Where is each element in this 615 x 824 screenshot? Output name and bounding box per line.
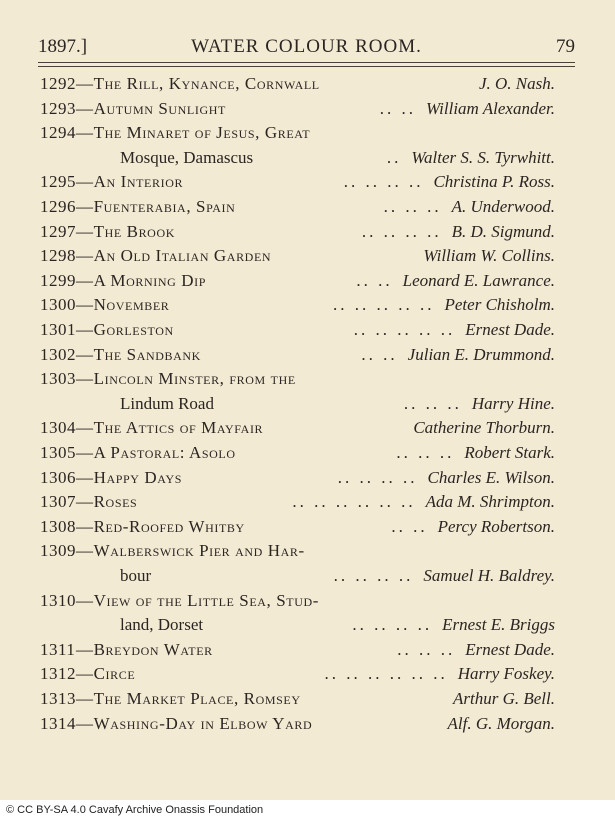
entry-continuation-line (0, 146, 615, 170)
entry-line (0, 441, 615, 465)
entry-dash: — (76, 467, 94, 487)
entry-line (0, 293, 615, 317)
entry-title-text: Walberswick Pier and Har- (93, 541, 305, 561)
entry-number: 1297 (40, 221, 76, 241)
entry-continuation-line (0, 392, 615, 416)
entry-title-text: The Brook (93, 221, 175, 241)
entry-title-text: November (93, 295, 170, 315)
entry-dash: — (76, 74, 94, 93)
entry-title (76, 490, 137, 514)
entry-title (76, 416, 263, 440)
entry-line (0, 589, 615, 613)
entry-number: 1314 (40, 713, 76, 733)
leader-dots: .. .. .. (383, 197, 442, 216)
entry-artist: Ernest Dade. (465, 320, 555, 339)
entry-title-text: The Rill, Kynance, Cornwall (93, 74, 320, 93)
leader-dots: .. .. .. .. (333, 566, 414, 585)
entry-number: 1302 (40, 344, 76, 364)
entry-title-text: Washing-Day in Elbow Yard (93, 713, 313, 733)
entry-line (0, 539, 615, 563)
entry-title (76, 441, 236, 465)
entry-dash: — (76, 664, 94, 684)
entry-number: 1298 (40, 246, 76, 266)
entry-title (76, 244, 271, 268)
entry-artist: Leonard E. Lawrance. (402, 270, 555, 290)
entry-title (76, 662, 135, 686)
header-double-rule (38, 62, 575, 67)
page-number: 79 (556, 36, 575, 57)
entry-title (76, 121, 310, 145)
entry-number: 1296 (40, 197, 76, 216)
entry-line (0, 170, 615, 194)
entry-title (76, 97, 226, 121)
entry-line (0, 343, 615, 367)
entry-line (0, 195, 615, 219)
entry-title-text: Lincoln Minster, from the (93, 369, 296, 389)
entry-artist: Ernest E. Briggs (442, 615, 555, 635)
entry-continuation-line (0, 613, 615, 637)
entry-dash: — (76, 246, 94, 266)
entry-dash: — (76, 197, 94, 216)
entry-line (0, 687, 615, 711)
leader-dots: .. (386, 147, 402, 167)
entry-title-text: The Sandbank (93, 344, 201, 364)
entry-dash: — (76, 270, 94, 290)
entry-title-text: A Pastoral: Asolo (93, 443, 236, 462)
entry-artist: Robert Stark. (464, 443, 555, 462)
entry-dash: — (76, 689, 94, 708)
entry-number: 1309 (40, 541, 76, 561)
leader-dots: .. .. .. .. .. (333, 295, 435, 315)
entry-line (0, 220, 615, 244)
entry-title-text: Roses (93, 492, 138, 512)
entry-number: 1308 (40, 516, 76, 536)
entry-artist: Ada M. Shrimpton. (425, 492, 555, 512)
leader-dots: .. .. .. .. (361, 221, 442, 241)
entry-dash: — (76, 492, 94, 512)
entry-title (76, 589, 319, 613)
entry-title (76, 195, 235, 219)
entry-artist: Catherine Thorburn. (413, 418, 555, 438)
entry-number: 1310 (40, 590, 76, 610)
entry-dash: — (76, 98, 94, 118)
entry-title-text: The Minaret of Jesus, Great (93, 123, 311, 143)
entry-dash: — (76, 221, 94, 241)
entry-title-text: Autumn Sunlight (93, 98, 226, 118)
entry-title-text: View of the Little Sea, Stud- (93, 590, 320, 610)
entry-line (0, 712, 615, 736)
entry-dash: — (76, 369, 94, 389)
entry-title (76, 220, 175, 244)
leader-dots: .. .. (391, 516, 428, 536)
entry-dash: — (76, 418, 94, 438)
leader-dots: .. .. .. (397, 639, 456, 659)
entry-number: 1294 (40, 123, 76, 143)
entry-line (0, 515, 615, 539)
header-title: WATER COLOUR ROOM. (191, 36, 422, 57)
entry-number: 1306 (40, 467, 76, 487)
entry-title-continuation: bour (120, 566, 152, 585)
entry-dash: — (76, 590, 94, 610)
entry-number: 1307 (40, 492, 76, 512)
entry-title (76, 269, 206, 293)
entry-dash: — (76, 123, 94, 143)
entry-line (0, 662, 615, 686)
entry-line (0, 466, 615, 490)
entry-title (76, 539, 305, 563)
entry-dash: — (76, 713, 94, 733)
entry-title-text: Breydon Water (93, 639, 213, 659)
leader-dots: .. .. .. .. (352, 615, 433, 635)
entry-artist: Samuel H. Baldrey. (423, 566, 555, 585)
entry-title-text: The Market Place, Romsey (93, 689, 301, 708)
entry-title-text: Gorleston (93, 320, 174, 339)
leader-dots: .. .. (356, 270, 393, 290)
entry-line (0, 638, 615, 662)
entry-title-continuation: Lindum Road (120, 393, 214, 413)
leader-dots: .. .. (361, 344, 398, 364)
entry-number: 1305 (40, 443, 76, 462)
entry-number: 1303 (40, 369, 76, 389)
leader-dots: .. .. .. (403, 393, 462, 413)
entry-artist: William Alexander. (425, 98, 555, 118)
entry-number: 1300 (40, 295, 76, 315)
entry-title-text: Happy Days (93, 467, 182, 487)
leader-dots: .. .. .. (396, 443, 455, 462)
entry-artist: Harry Foskey. (457, 664, 555, 684)
entry-artist: Percy Robertson. (437, 516, 555, 536)
entry-artist: Walter S. S. Tyrwhitt. (411, 147, 555, 167)
entry-title (76, 343, 201, 367)
entry-line (0, 121, 615, 145)
entry-title (76, 687, 301, 711)
entry-title-text: An Interior (93, 172, 184, 192)
entry-line (0, 318, 615, 342)
entry-title-text: Circe (93, 664, 136, 684)
entry-line (0, 72, 615, 96)
entry-line (0, 269, 615, 293)
entry-dash: — (76, 172, 94, 192)
entry-title (76, 170, 183, 194)
entry-artist: A. Underwood. (451, 197, 555, 216)
entry-artist: Alf. G. Morgan. (447, 713, 555, 733)
leader-dots: .. .. .. .. .. .. (324, 664, 448, 684)
entry-continuation-line (0, 564, 615, 588)
entry-title (76, 367, 296, 391)
entry-title-continuation: land, Dorset (120, 615, 204, 635)
entry-line (0, 97, 615, 121)
entry-number: 1313 (40, 689, 76, 708)
entry-number: 1293 (40, 98, 76, 118)
entry-dash: — (76, 443, 94, 462)
entry-number: 1312 (40, 664, 76, 684)
entry-title (76, 638, 213, 662)
leader-dots: .. .. (379, 98, 416, 118)
entry-title (76, 72, 320, 96)
entry-title (76, 712, 312, 736)
entry-dash: — (76, 295, 94, 315)
leader-dots: .. .. .. .. (343, 172, 424, 192)
entry-title (76, 466, 182, 490)
leader-dots: .. .. .. .. .. .. (292, 492, 416, 512)
entry-line (0, 244, 615, 268)
entry-title-continuation: Mosque, Damascus (120, 147, 254, 167)
entry-artist: William W. Collins. (423, 246, 555, 266)
entry-dash: — (76, 541, 94, 561)
entry-dash: — (76, 320, 94, 339)
entry-artist: Peter Chisholm. (444, 295, 555, 315)
entry-line (0, 367, 615, 391)
entry-number: 1299 (40, 270, 76, 290)
entry-title (76, 318, 174, 342)
entry-artist: Arthur G. Bell. (453, 689, 555, 708)
entry-title-text: A Morning Dip (93, 270, 206, 290)
entry-number: 1311 (40, 639, 76, 659)
leader-dots: .. .. .. .. (337, 467, 418, 487)
entry-title (76, 293, 169, 317)
entry-number: 1301 (40, 320, 76, 339)
entry-artist: Harry Hine. (471, 393, 555, 413)
copyright-footer: © CC BY-SA 4.0 Cavafy Archive Onassis Foundation (6, 804, 264, 816)
leader-dots: .. .. .. .. .. (353, 320, 456, 339)
entry-title-text: An Old Italian Garden (93, 246, 272, 266)
entry-artist: Julian E. Drummond. (407, 344, 555, 364)
entry-artist: J. O. Nash. (478, 74, 555, 93)
entry-artist: B. D. Sigmund. (451, 221, 555, 241)
entry-number: 1295 (40, 172, 76, 192)
entry-title-text: Red-Roofed Whitby (93, 516, 245, 536)
entry-dash: — (76, 639, 94, 659)
entry-title-text: The Attics of Mayfair (93, 418, 264, 438)
entry-line (0, 490, 615, 514)
entry-artist: Christina P. Ross. (433, 172, 555, 192)
entry-line (0, 416, 615, 440)
entry-title (76, 515, 245, 539)
entry-artist: Ernest Dade. (465, 639, 555, 659)
header-year: 1897.] (38, 36, 88, 57)
entry-artist: Charles E. Wilson. (427, 467, 555, 487)
entry-title-text: Fuenterabia, Spain (93, 197, 236, 216)
entry-dash: — (76, 344, 94, 364)
running-header (38, 32, 575, 60)
entry-number: 1304 (40, 418, 76, 438)
entry-number: 1292 (40, 74, 76, 93)
entry-dash: — (76, 516, 94, 536)
